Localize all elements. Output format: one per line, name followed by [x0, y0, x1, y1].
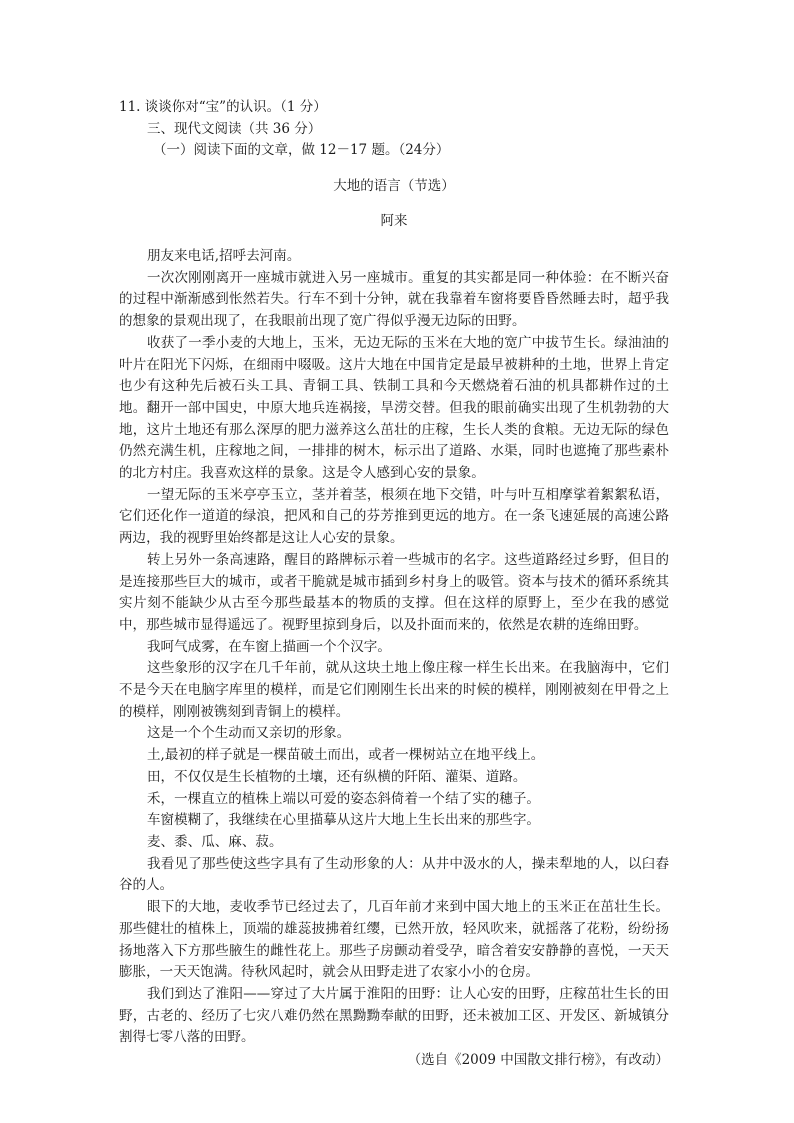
article-paragraph: 朋友来电话,招呼去河南。	[147, 248, 301, 265]
article-paragraph: 田，不仅仅是生长植物的土壤，还有纵横的阡陌、灌渠、道路。	[147, 768, 527, 785]
section-heading: 三、现代文阅读（共 36 分）	[147, 120, 322, 137]
article-paragraph: 一次次刚刚离开一座城市就进入另一座城市。重复的其实都是同一种体验：在不断兴奋的过程中渐渐感到怅然若失。行车不到十分钟，就在我靠着车窗将要昏昏然睡去时，超乎我的想象的景观出现了，在我眼前出现了宽广得似乎漫无边际的田野。	[119, 269, 669, 330]
article-paragraph: 转上另外一条高速路，醒目的路牌标示着一些城市的名字。这些道路经过乡野，但目的是连接那些巨大的城市，或者干脆就是城市插到乡村身上的吸管。资本与技术的循环系统其实片刻不能缺少从古至今那些最基本的物质的支撑。但在这样的原野上，至少在我的感觉中，那些城市显得遥远了。视野里掠到身后，以及扑面而来的，依然是农耕的连绵田野。	[119, 551, 669, 633]
article-paragraph: 禾，一棵直立的植株上端以可爱的姿态斜倚着一个结了实的穗子。	[147, 790, 540, 807]
article-paragraph: 麦、黍、瓜、麻、菽。	[147, 834, 283, 850]
article-paragraph: 眼下的大地，麦收季节已经过去了，几百年前才来到中国大地上的玉米正在茁壮生长。那些健壮的植株上，顶端的雄蕊披拂着红缨，已然开放，轻风吹来，就摇落了花粉，纷纷扬扬地落入下方那些腋生的雌性花上。那些子房颤动着受孕，暗含着安安静静的喜悦，一天天膨胀，一天天饱满。待秋风起时，就会从田野走进了农家小小的仓房。	[119, 899, 669, 981]
article-author: 阿来	[380, 212, 408, 229]
question-11: 11. 谈谈你对“宝”的认识。（1 分）	[119, 99, 327, 115]
article-paragraph: 我看见了那些使这些字具有了生动形象的人：从井中汲水的人，操耒犁地的人，以臼舂谷的人。	[119, 855, 669, 894]
article-paragraph: 我呵气成雾，在车窗上描画一个个汉字。	[147, 638, 391, 655]
page-content	[119, 97, 669, 1072]
subsection-heading: （一）阅读下面的文章，做 12－17 题。（24分）	[153, 142, 450, 159]
article-title: 大地的语言（节选）	[333, 177, 455, 194]
article-paragraph: 这是一个个生动而又亲切的形象。	[147, 725, 351, 742]
article-paragraph: 车窗模糊了，我继续在心里描摹从这片大地上生长出来的那些字。	[147, 812, 540, 829]
article-paragraph: 这些象形的汉字在几千年前，就从这块土地上像庄稼一样生长出来。在我脑海中，它们不是今天在电脑字库里的模样，而是它们刚刚生长出来的时候的模样，刚刚被刻在甲骨之上的模样，刚刚被镌刻到青铜上的模样。	[119, 660, 669, 720]
article-paragraph: 收获了一季小麦的大地上，玉米，无边无际的玉米在大地的宽广中拔节生长。绿油油的叶片在阳光下闪烁，在细雨中啜吸。这片大地在中国肯定是最早被耕种的土地，世界上肯定也少有这种先后被石头工具、青铜工具、铁制工具和今天燃烧着石油的机具都耕作过的土地。翻开一部中国史，中原大地兵连祸接，旱涝交替。但我的眼前确实出现了生机勃勃的大地，这片土地还有那么深厚的肥力滋养这么茁壮的庄稼，生长人类的食粮。无边无际的绿色仍然充满生机，庄稼地之间，一排排的树木，标示出了道路、水渠，同时也遮掩了那些素朴的北方村庄。我喜欢这样的景象。这是令人感到心安的景象。	[119, 334, 669, 482]
article-paragraph: 一望无际的玉米亭亭玉立，茎并着茎，根须在地下交错，叶与叶互相摩挲着絮絮私语，它们还化作一道道的绿浪，把风和自己的芬芳推到更远的地方。在一条飞速延展的高速公路两边，我的视野里始终都是这让人心安的景象。	[119, 486, 669, 547]
article-paragraph: 土,最初的样子就是一棵苗破土而出，或者一棵树站立在地平线上。	[147, 747, 545, 764]
article-source: （选自《2009 中国散文排行榜》，有改动）	[407, 1052, 669, 1069]
article-paragraph: 我们到达了淮阳——穿过了大片属于淮阳的田野：让人心安的田野，庄稼茁壮生长的田野，古老的、经历了七灾八难仍然在黑黝黝奉献的田野，还未被加工区、开发区、新城镇分割得七零八落的田野。	[119, 985, 669, 1046]
